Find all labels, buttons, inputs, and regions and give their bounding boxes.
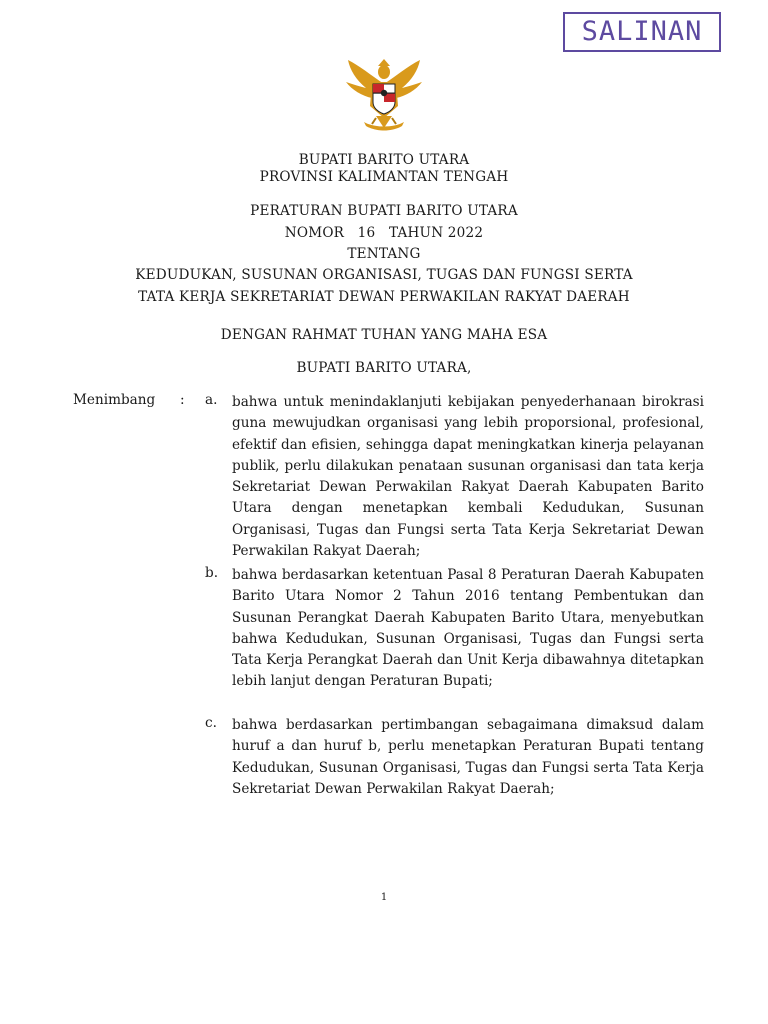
about-label: TENTANG: [347, 246, 421, 262]
garuda-emblem-icon: [336, 56, 432, 136]
regulation-number: NOMOR 16 TAHUN 2022: [284, 225, 484, 241]
blessing-line: DENGAN RAHMAT TUHAN YANG MAHA ESA: [220, 327, 548, 343]
page-number: 1: [380, 892, 388, 903]
considering-colon: :: [180, 392, 185, 408]
item-text: bahwa berdasarkan ketentuan Pasal 8 Peraturan Daerah Kabupaten Barito Utara Nomor 2 Tahun 2016 tentang Pembentukan dan Susunan Perangkat Daerah Kabupaten Barito Utara, menyebutkan bahwa Kedudukan, Susunan Organisasi, Tugas dan Fungsi serta Tata Kerja Perangkat Daerah dan Unit Kerja dibawahnya ditetapkan lebih lanjut dengan Peraturan Bupati;: [232, 567, 704, 690]
item-letter: c.: [205, 715, 217, 731]
regent-title: BUPATI BARITO UTARA: [298, 152, 470, 168]
item-text: bahwa untuk menindaklanjuti kebijakan penyederhanaan birokrasi guna mewujudkan organisasi yang lebih proporsional, profesional, efektif dan efisien, sehingga dapat meningkatkan kinerja pelayanan publik, perlu dilakukan penataan susunan organisasi dan tata kerja Sekretariat Dewan Perwakilan Rakyat Daerah Kabupaten Barito Utara dengan menetapkan kembali Kedudukan, Susunan Organisasi, Tugas dan Fungsi serta Tata Kerja Sekretariat Dewan Perwakilan Rakyat Daerah;: [232, 394, 704, 560]
regent-signatory: BUPATI BARITO UTARA,: [296, 360, 472, 376]
item-text: bahwa berdasarkan pertimbangan sebagaimana dimaksud dalam huruf a dan huruf b, perlu menetapkan Peraturan Bupati tentang Kedudukan, Susunan Organisasi, Tugas dan Fungsi serta Tata Kerja Sekretariat Dewan Perwakilan Rakyat Daerah;: [232, 717, 704, 797]
regulation-title: PERATURAN BUPATI BARITO UTARA: [250, 203, 518, 219]
subject-line-2: TATA KERJA SEKRETARIAT DEWAN PERWAKILAN RAKYAT DAERAH: [138, 289, 630, 305]
province-title: PROVINSI KALIMANTAN TENGAH: [259, 169, 509, 185]
item-letter: a.: [205, 392, 218, 408]
subject-line-1: KEDUDUKAN, SUSUNAN ORGANISASI, TUGAS DAN FUNGSI SERTA: [135, 267, 633, 283]
salinan-stamp: SALINAN: [563, 12, 721, 52]
item-letter: b.: [205, 565, 219, 581]
considering-label: Menimbang: [73, 392, 156, 408]
